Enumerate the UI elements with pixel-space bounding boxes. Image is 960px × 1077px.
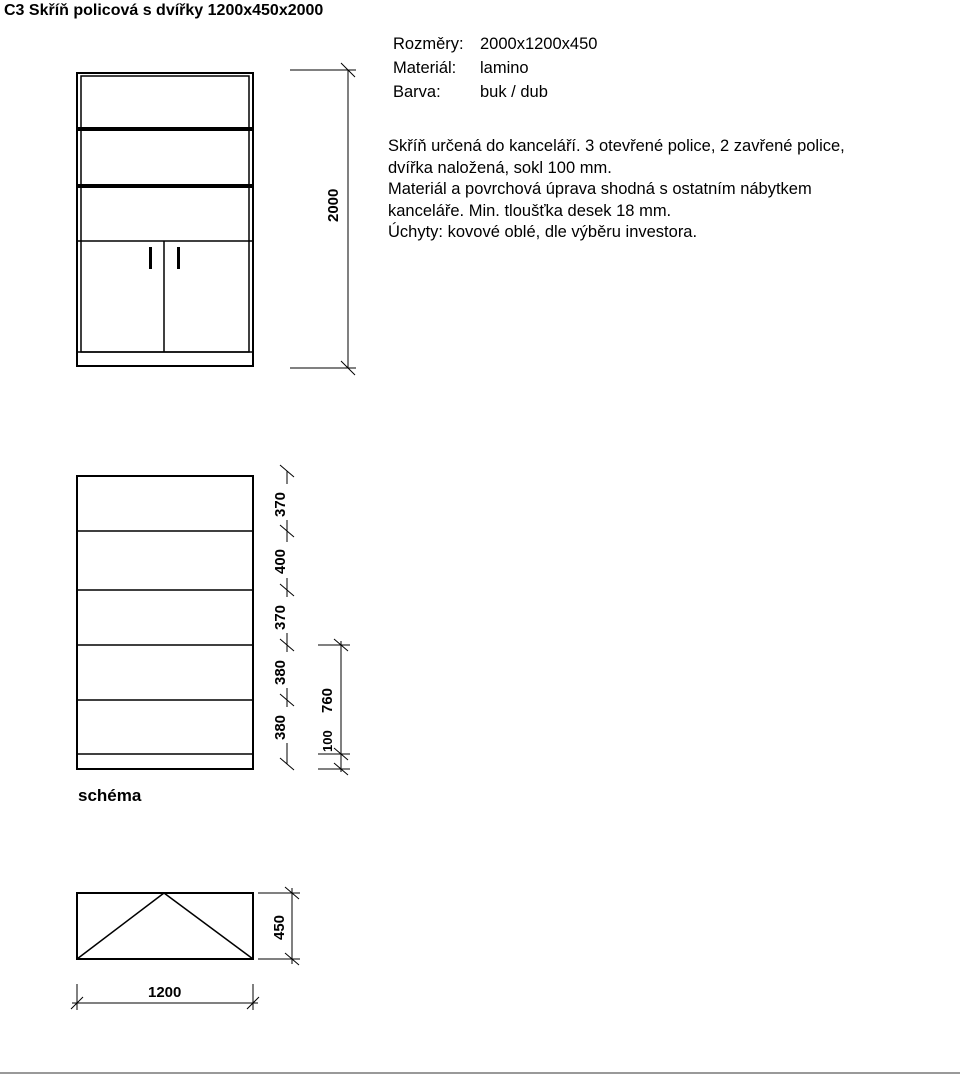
shelf-board <box>77 184 253 188</box>
width-dim-label: 1200 <box>148 984 182 1001</box>
cabinet-inner-frame <box>81 76 249 352</box>
door-swing-line <box>164 893 253 959</box>
spec-value: lamino <box>480 59 529 77</box>
spec-value: 2000x1200x450 <box>480 35 598 53</box>
cabinet-outline <box>77 73 253 366</box>
description-line: dvířka naložená, sokl 100 mm. <box>388 158 612 177</box>
section-dim-label: 380 <box>272 659 289 685</box>
front-view <box>77 73 253 366</box>
description-line: Úchyty: kovové oblé, dle výběru investora. <box>388 223 698 241</box>
spec-value: buk / dub <box>480 83 548 101</box>
description-line: Skříň určená do kanceláří. 3 otevřené police, 2 zavřené police, <box>388 137 845 155</box>
spec-label: Barva: <box>393 83 441 101</box>
top-view-outline <box>77 893 253 959</box>
description-line: Materiál a povrchová úprava shodná s ostatním nábytkem <box>388 180 812 198</box>
page-title: C3 Skříň policová s dvířky 1200x450x2000 <box>4 2 324 19</box>
section-dim-label: 370 <box>272 604 289 630</box>
section-dim-label: 380 <box>272 714 289 740</box>
depth-dim-label: 450 <box>271 914 288 940</box>
spec-label: Rozměry: <box>393 35 464 53</box>
page-divider <box>0 1072 960 1074</box>
height-dim-label: 2000 <box>325 188 342 222</box>
door-handle-left <box>149 247 152 269</box>
door-swing-line <box>77 893 164 959</box>
schema-outline <box>77 476 253 769</box>
door-handle-right <box>177 247 180 269</box>
plinth-dim-label: 100 <box>320 730 335 752</box>
door-dim-label: 760 <box>319 687 336 713</box>
height-dimension <box>290 63 356 375</box>
schema-view <box>77 476 253 769</box>
spec-label: Materiál: <box>393 59 457 77</box>
description-line: kanceláře. Min. tloušťka desek 18 mm. <box>388 201 672 220</box>
section-dim-label: 370 <box>272 491 289 517</box>
section-dim-label: 400 <box>272 548 289 574</box>
top-view <box>77 893 253 959</box>
shelf-board <box>77 127 253 131</box>
schema-label: schéma <box>78 786 142 805</box>
